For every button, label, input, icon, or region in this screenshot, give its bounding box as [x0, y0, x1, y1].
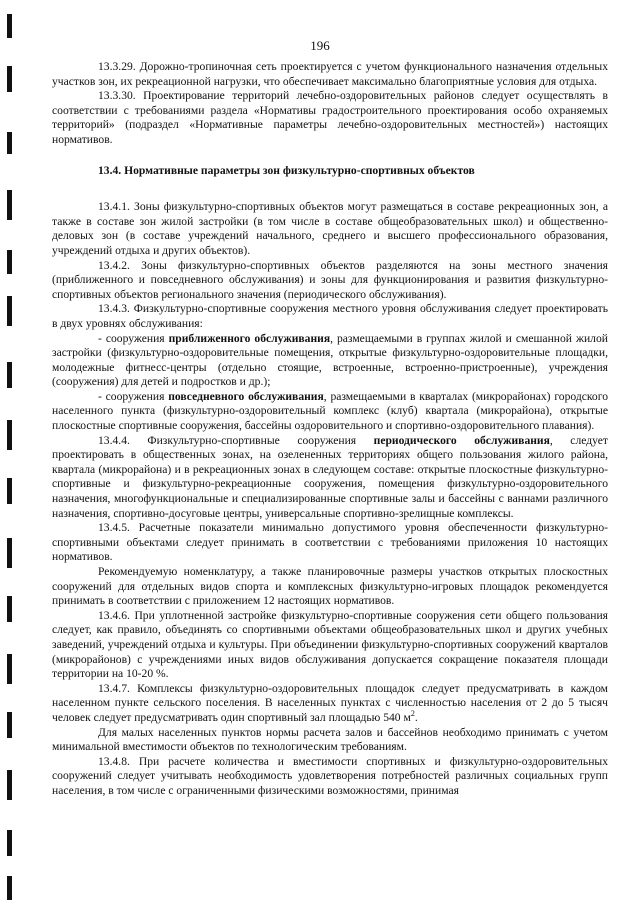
list-item-proximate-service: [52, 332, 608, 390]
paragraph-13-4-5: 13.4.5. Расчетные показатели минимально допустимого уровня обеспеченности физкультурно-спортивными объектами следует принимать в соответствии с требованиями приложения 10 настоящих нормативов.: [52, 521, 608, 564]
binding-mark: [7, 830, 12, 856]
list-item-text: , размещаемыми в группах жилой и смешанной жилой застройки (физкультурно-оздоровительные помещения, открытые физкультурно-оздоровительные площадки, молодежные фитнесс-центры (отдельно стоящие, встроенные, встроенно-пристроенные), учреждения (сооружения) для детей и подростков и др.);: [52, 331, 608, 389]
paragraph-13-4-1: 13.4.1. Зоны физкультурно-спортивных объектов могут размещаться в составе рекреационных зон, а также в составе зон жилой застройки (в том числе в составе общеобразовательных школ) и общественно-деловых зон (в составе учреждений начального, среднего и высшего профессионального образования, учреждений отдыха и других объектов).: [52, 200, 608, 257]
binding-mark: [7, 250, 12, 274]
document-body: [52, 60, 608, 799]
binding-mark: [7, 190, 12, 220]
binding-mark: [7, 478, 12, 504]
paragraph-text: 13.4.4. Физкультурно-спортивные сооружения: [98, 433, 374, 447]
paragraph-13-3-29: 13.3.29. Дорожно-тропиночная сеть проектируется с учетом функционального назначения отдельных участков зон, их рекреационной нагрузки, что обеспечивает максимально благоприятные условия для отдыха.: [52, 60, 608, 88]
list-item-daily-service: [52, 390, 608, 434]
binding-mark: [7, 712, 12, 738]
list-item-prefix: - сооружения: [98, 331, 169, 345]
paragraph-13-4-2: 13.4.2. Зоны физкультурно-спортивных объектов разделяются на зоны местного значения (приближенного и повседневного обслуживания) и зоны для функционирования и развития физкультурно-спортивных объектов регионального значения (периодического обслуживания).: [52, 258, 608, 301]
paragraph-13-4-4: [52, 434, 608, 522]
binding-mark: [7, 420, 12, 450]
binding-mark: [7, 538, 12, 568]
paragraph-13-3-30: 13.3.30. Проектирование территорий лечебно-оздоровительных районов следует осуществлять в соответствии с требованиями раздела «Нормативы градостроительного проектирования особо охраняемых территорий» (подраздел «Нормативные параметры лечебно-оздоровительных местностей») настоящих нормативов.: [52, 89, 608, 146]
paragraph-text: 13.4.7. Комплексы физкультурно-оздоровительных площадок следует предусматривать в каждом населенном пункте сельского поселения. В населенных пунктах с численностью населения от 2 до 5 тысяч человек следует предусматривать один спортивный зал площадью 540 м: [52, 681, 608, 724]
paragraph-small-settlements: Для малых населенных пунктов нормы расчета залов и бассейнов необходимо принимать с учетом минимальной вместимости объектов по технологическим требованиям.: [52, 725, 608, 754]
area-unit-superscript: 2: [410, 709, 415, 719]
binding-mark: [7, 66, 12, 92]
paragraph-text: , следует проектировать в общественных зонах, на озелененных территориях общего пользования жилого района, квартала (микрорайона) и в рекреационных зонах в следующем составе: открытые плоскостные физкультурно-спортивные и физкультурно-рекреационные сооружения, помещения физкультурно-оздоровительного назначения, многофункциональные и специализированные спортивные залы и бассейны с ваннами различного назначения, спортивно-досуговые центры, универсальные спортивно-зрелищные комплексы.: [52, 433, 608, 520]
list-item-text: , размещаемыми в кварталах (микрорайонах) городского населенного пункта (физкультурно-оздоровительный комплекс (клуб) квартала (микрорайона), открытые плоскостные спортивные сооружения, бассейны оздоровительного и спортивно-оздоровительного плавания).: [52, 389, 608, 433]
list-item-prefix: - сооружения: [98, 389, 169, 403]
paragraph-13-4-6: 13.4.6. При уплотненной застройке физкультурно-спортивные сооружения сети общего пользования следует, как правило, объединять со спортивными объектами общеобразовательных школ и других учебных заведений, учреждений отдыха и культуры. При объединении физкультурно-спортивных сооружений кварталов (микрорайонов) с учреждениями иных видов обслуживания допускается сокращение показателя площади территории на 10-20 %.: [52, 608, 608, 681]
binding-mark: [7, 654, 12, 684]
paragraph-13-4-3: 13.4.3. Физкультурно-спортивные сооружения местного уровня обслуживания следует проектировать в двух уровнях обслуживания:: [52, 302, 608, 330]
binding-mark: [7, 770, 12, 800]
paragraph-recommendation: Рекомендуемую номенклатуру, а также планировочные размеры участков открытых плоскостных сооружений для отдельных видов спорта и комплексных физкультурно-игровых площадок рекомендуется принимать в соответствии с приложением 12 настоящих нормативов.: [52, 565, 608, 608]
section-heading: 13.4. Нормативные параметры зон физкультурно-спортивных объектов: [98, 163, 475, 177]
page-number: 196: [310, 38, 330, 53]
paragraph-13-4-7: [52, 682, 608, 726]
binding-mark: [7, 14, 12, 38]
binding-mark: [7, 362, 12, 388]
binding-mark: [7, 132, 12, 154]
binding-mark: [7, 876, 12, 900]
paragraph-term: периодического обслуживания: [373, 433, 550, 447]
binding-mark: [7, 596, 12, 622]
binding-mark: [7, 296, 12, 326]
paragraph-text: .: [414, 710, 418, 724]
paragraph-13-4-8: 13.4.8. При расчете количества и вместимости спортивных и физкультурно-оздоровительных сооружений следует учитывать необходимость удовлетворения потребностей различных социальных групп населения, в том числе с ограниченными физическими возможностями, принимая: [52, 754, 608, 797]
list-item-term: повседневного обслуживания: [168, 389, 324, 403]
list-item-term: приближенного обслуживания: [168, 331, 331, 345]
